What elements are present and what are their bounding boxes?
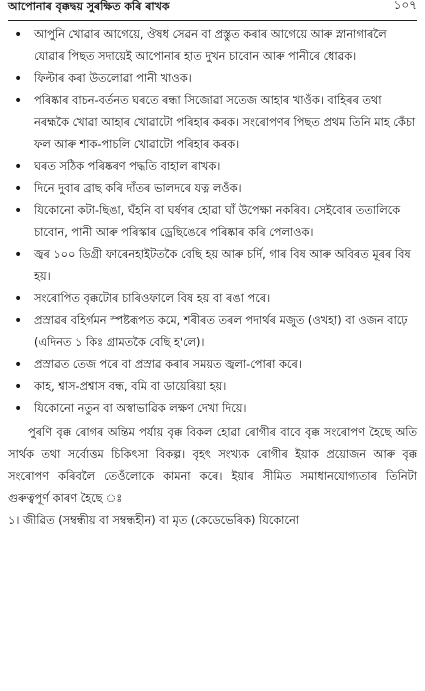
page-number: ১০৭ (393, 0, 417, 12)
body-paragraph: পুৰণি বৃক্ক ৰোগৰ অন্তিম পৰ্যায় বৃক্ক বিকল হোৱা ৰোগীৰ বাবে বৃক্ক সংৰোপণ হৈছে অতি সাৰ্থক তথা সৰ্বোত্তম চিকিৎসা বিকল্প। বৃহৎ সংখ্যক ৰোগীৰ ইয়াক প্ৰয়োজন আৰু বৃক্ক সংৰোপণ কৰিবলৈ তেওঁলোকে কামনা কৰে। ইয়াৰ সীমিত সমাধানযোগ্যতাৰ তিনিটা গুৰুত্বপূৰ্ণ কাৰণ হৈছে ঃ (8, 426, 417, 505)
bullet-icon: • (14, 27, 23, 43)
bullet-icon: • (14, 357, 23, 373)
list-item: • কাহ, শ্বাস-প্ৰশ্বাস বন্ধ, বমি বা ডায়েৰিয়া হয়। (8, 376, 417, 398)
list-item: • ঘৰত সঠিক পৰিষ্কৰণ পদ্ধতি বাহাল ৰাখক। (8, 156, 417, 178)
list-item: • পৰিষ্কাৰ বাচন-বৰ্তনত ঘৰতে ৰন্ধা সিজোৱা সতেজ আহাৰ খাওঁক। বাহিৰৰ তথা নৰহ্মকৈ খোৱা আহাৰ খোৱাটো পৰিহাৰ কৰক। সংৰোপণৰ পিছত প্ৰথম তিনি মাহ কেঁচা ফল আৰু শাক-পাচলি খোৱাটো পৰিহাৰ কৰক। (8, 90, 417, 156)
page-body (8, 24, 417, 532)
numbered-item: ১। জীৱিত (সম্বন্ধীয় বা সম্বন্ধহীন) বা মৃত (কেডেভেৰিক) যিকোনো (8, 514, 299, 527)
list-item: • যিকোনো নতুন বা অস্বাভাৱিক লক্ষণ দেখা দিয়ে। (8, 398, 417, 420)
list-item: • আপুনি খোৱাৰ আগেয়ে, ঔষধ সেৱন বা প্ৰস্তুত কৰাৰ আগেয়ে আৰু স্নানাগাৰলৈ যোৱাৰ পিছত সদায়েই আপোনাৰ হাত দুখন চাবোন আৰু পানীৰে ধোৱক। (8, 24, 417, 68)
list-item: • দিনে দুবাৰ ব্ৰাছ কৰি দাঁতৰ ভালদৰে যত্ন লওঁক। (8, 178, 417, 200)
list-item: • সংৰোপিত বৃক্কটোৰ চাৰিওফালে বিষ হয় বা ৰঙা পৰে। (8, 288, 417, 310)
bullet-icon: • (14, 93, 23, 109)
bullet-icon: • (14, 71, 23, 87)
list-item: • যিকোনো কটা-ছিঙা, ঘঁহনি বা ঘৰ্ষণৰ হোৱা ঘাঁ উপেক্ষা নকৰিব। সেইবোৰ ততালিকে চাবোন, পানী আৰু পৰিস্কাৰ ড্ৰেছিঙেৰে পৰিষ্কাৰ কৰি পেলাওক। (8, 200, 417, 244)
list-item: • ফিল্টাৰ কৰা উতলোৱা পানী খাওক। (8, 68, 417, 90)
bullet-icon: • (14, 159, 23, 175)
list-item: • জ্বৰ ১০০ ডিগ্ৰী ফাৰেনহাইটতকৈ বেছি হয় আৰু চৰ্দি, গাৰ বিষ আৰু অবিৰত মূৰৰ বিষ হয়। (8, 244, 417, 288)
bullet-icon: • (14, 291, 23, 307)
bullet-icon: • (14, 203, 23, 219)
list-item: • প্ৰস্ৰাৱত তেজ পৰে বা প্ৰস্ৰাৱ কৰাৰ সময়ত জ্বলা-পোৰা কৰে। (8, 354, 417, 376)
running-title: আপোনাৰ বৃক্কদ্বয় সুৰক্ষিত কৰি ৰাখক (8, 0, 170, 13)
page-header (8, 0, 417, 21)
bullet-icon: • (14, 379, 23, 395)
bullet-icon: • (14, 313, 23, 329)
bullet-icon: • (14, 247, 23, 263)
bullet-icon: • (14, 401, 23, 417)
list-item: • প্ৰস্ৰাৱৰ বহিৰ্গমন স্পষ্টৰূপত কমে, শৰীৰত তৰল পদাৰ্থৰ মজুত (ওখহা) বা ওজন বাঢ়ে (এদিনত ১ কিঃ গ্ৰামতকৈ বেছি হ'লে)। (8, 310, 417, 354)
bullet-icon: • (14, 181, 23, 197)
